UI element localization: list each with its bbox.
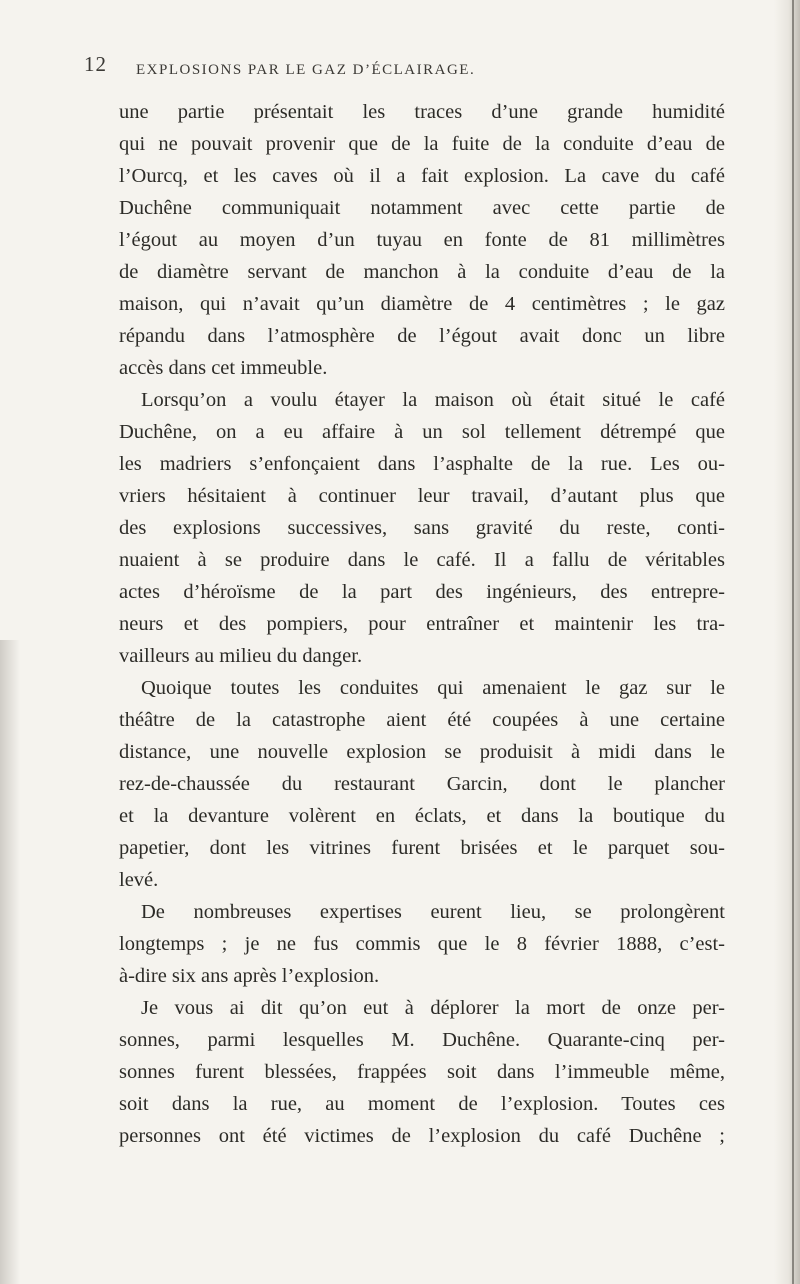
text-line: personnes ont été victimes de l’explosion du café Duchêne ; (119, 1125, 725, 1147)
text-line: vailleurs au milieu du danger. (119, 645, 363, 667)
text-line: nuaient à se produire dans le café. Il a fallu de véritables (119, 549, 725, 571)
body-text (119, 96, 725, 1152)
page-number: 12 (84, 52, 107, 76)
text-line: accès dans cet immeuble. (119, 357, 328, 379)
text-line: sonnes, parmi lesquelles M. Duchêne. Quarante-cinq per- (119, 1029, 725, 1051)
page-header (84, 52, 704, 92)
text-line: et la devanture volèrent en éclats, et dans la boutique du (119, 805, 725, 827)
text-line: papetier, dont les vitrines furent brisées et le parquet sou- (119, 837, 725, 859)
text-line: distance, une nouvelle explosion se produisit à midi dans le (119, 741, 725, 763)
text-line: qui ne pouvait provenir que de la fuite de la conduite d’eau de (119, 133, 725, 155)
text-line: De nombreuses expertises eurent lieu, se prolongèrent (141, 901, 725, 923)
text-line: neurs et des pompiers, pour entraîner et maintenir les tra- (119, 613, 725, 635)
text-line: Duchêne communiquait notamment avec cette partie de (119, 197, 725, 219)
text-line: de diamètre servant de manchon à la conduite d’eau de la (119, 261, 725, 283)
text-line: à-dire six ans après l’explosion. (119, 965, 380, 987)
text-line: rez-de-chaussée du restaurant Garcin, dont le plancher (119, 773, 725, 795)
page-edge-shadow-left (0, 640, 20, 1284)
running-head: EXPLOSIONS PAR LE GAZ D’ÉCLAIRAGE. (136, 62, 476, 78)
text-line: Lorsqu’on a voulu étayer la maison où était situé le café (141, 389, 725, 411)
text-line: levé. (119, 869, 159, 891)
page-gutter-shadow (774, 0, 800, 1284)
text-line: les madriers s’enfonçaient dans l’asphalte de la rue. Les ou- (119, 453, 725, 475)
text-line: des explosions successives, sans gravité du reste, conti- (119, 517, 725, 539)
page-gutter-line (792, 0, 794, 1284)
text-line: théâtre de la catastrophe aient été coupées à une certaine (119, 709, 725, 731)
text-line: l’égout au moyen d’un tuyau en fonte de 81 millimètres (119, 229, 725, 251)
text-line: répandu dans l’atmosphère de l’égout avait donc un libre (119, 325, 725, 347)
text-line: l’Ourcq, et les caves où il a fait explosion. La cave du café (119, 165, 725, 187)
text-line: sonnes furent blessées, frappées soit dans l’immeuble même, (119, 1061, 725, 1083)
text-line: Quoique toutes les conduites qui amenaient le gaz sur le (141, 677, 725, 699)
text-line: une partie présentait les traces d’une grande humidité (119, 101, 725, 123)
text-line: maison, qui n’avait qu’un diamètre de 4 centimètres ; le gaz (119, 293, 725, 315)
text-line: longtemps ; je ne fus commis que le 8 février 1888, c’est- (119, 933, 725, 955)
text-line: soit dans la rue, au moment de l’explosion. Toutes ces (119, 1093, 725, 1115)
text-line: Je vous ai dit qu’on eut à déplorer la mort de onze per- (141, 997, 725, 1019)
text-line: actes d’héroïsme de la part des ingénieurs, des entrepre- (119, 581, 725, 603)
text-line: Duchêne, on a eu affaire à un sol tellement détrempé que (119, 421, 725, 443)
text-line: vriers hésitaient à continuer leur travail, d’autant plus que (119, 485, 725, 507)
